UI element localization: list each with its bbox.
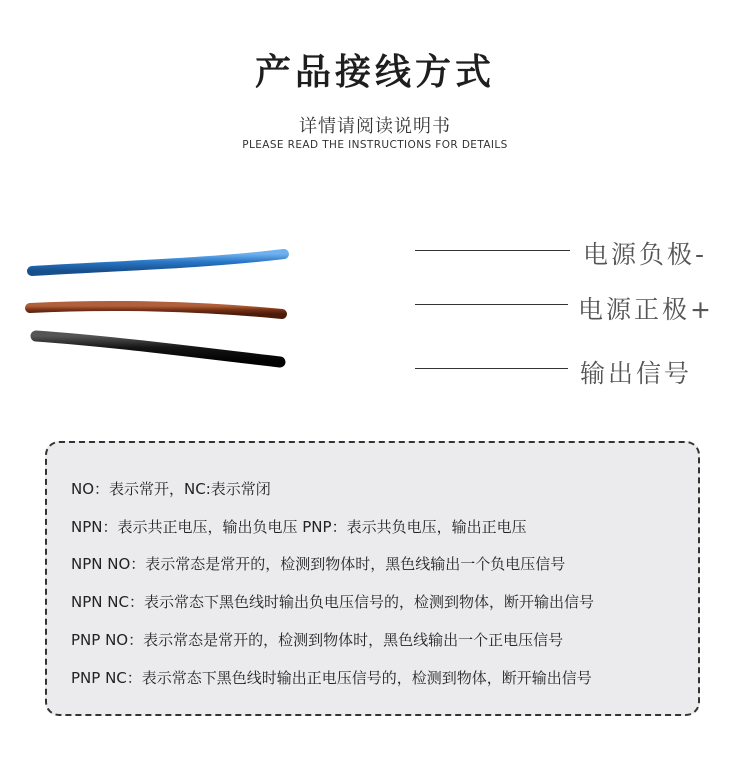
leader-line-positive [415,304,568,305]
subtitle-cn: 详情请阅读说明书 [299,116,451,137]
note-npn-nc: NPN NC：表示常态下黑色线时输出负电压信号的，检测到物体，断开输出信号 [71,593,594,611]
page-title: 产品接线方式 [254,52,495,93]
label-power-positive: 电源正极+ [578,295,714,324]
blue-wire [32,254,284,271]
note-pnp-no: PNP NO：表示常态是常开的，检测到物体时，黑色线输出一个正电压信号 [71,631,564,649]
label-power-negative: 电源负极- [583,240,708,269]
wire-illustration [0,230,300,380]
brown-wire [30,306,282,314]
wiring-notes-box [45,441,700,716]
note-npn-pnp: NPN：表示共正电压，输出负电压 PNP：表示共负电压，输出正电压 [71,518,527,536]
label-output-signal: 输出信号 [580,359,693,388]
subtitle-en: PLEASE READ THE INSTRUCTIONS FOR DETAILS [242,139,508,151]
leader-line-negative [415,250,570,251]
leader-line-output [415,368,568,369]
black-wire [36,336,280,362]
note-pnp-nc: PNP NC：表示常态下黑色线时输出正电压信号的，检测到物体，断开输出信号 [71,669,592,687]
note-npn-no: NPN NO：表示常态是常开的，检测到物体时，黑色线输出一个负电压信号 [71,555,566,573]
note-no-nc: NO：表示常开，NC:表示常闭 [71,480,271,498]
